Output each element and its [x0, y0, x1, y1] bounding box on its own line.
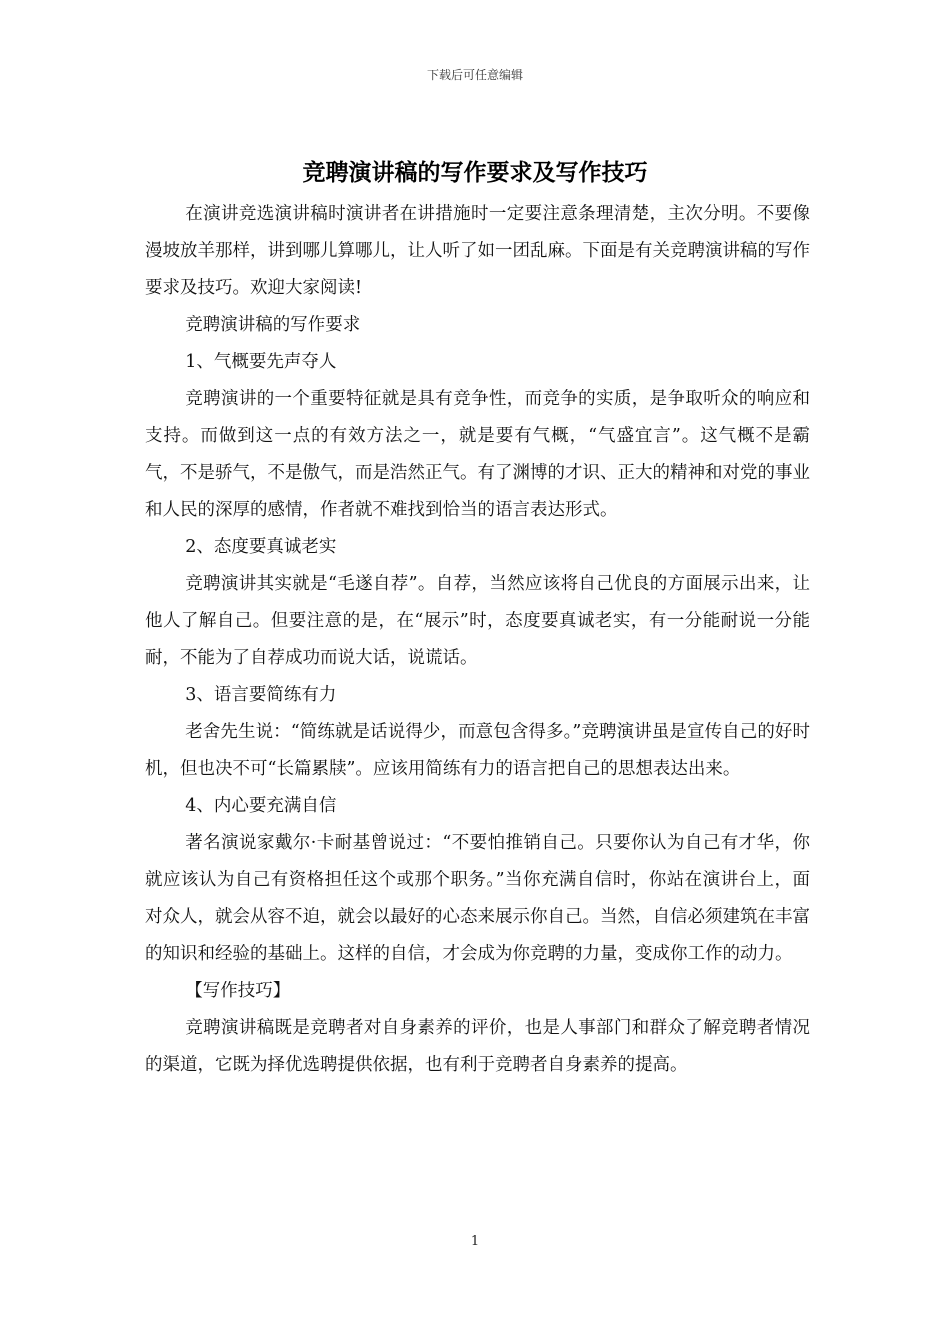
point-heading-3: 3、语言要简练有力: [185, 685, 337, 705]
document-body: [145, 196, 810, 1084]
section-heading-requirements: 竞聘演讲稿的写作要求: [185, 315, 361, 335]
point-paragraph-1: 竞聘演讲的一个重要特征就是具有竞争性，而竞争的实质，是争取听众的响应和支持。而做到这一点的有效方法之一，就是要有气概，“气盛宜言”。这气概不是霸气，不是骄气，不是傲气，而是浩然正气。有了渊博的才识、正大的精神和对党的事业和人民的深厚的感情，作者就不难找到恰当的语言表达形式。: [145, 389, 810, 520]
point-heading-4: 4、内心要充满自信: [185, 796, 337, 816]
point-heading-1: 1、气概要先声夺人: [185, 352, 337, 372]
point-heading-2: 2、态度要真诚老实: [185, 537, 337, 557]
point-paragraph-2: 竞聘演讲其实就是“毛遂自荐”。自荐，当然应该将自己优良的方面展示出来，让他人了解自己。但要注意的是，在“展示”时，态度要真诚老实，有一分能耐说一分能耐，不能为了自荐成功而说大话，说谎话。: [145, 574, 810, 668]
page-number: 1: [470, 1234, 480, 1249]
point-paragraph-3: 老舍先生说：“简练就是话说得少，而意包含得多。”竞聘演讲虽是宣传自己的好时机，但也决不可“长篇累牍”。应该用简练有力的语言把自己的思想表达出来。: [145, 722, 810, 779]
point-paragraph-4: 著名演说家戴尔·卡耐基曾说过：“不要怕推销自己。只要你认为自己有才华，你就应该认为自己有资格担任这个或那个职务。”当你充满自信时，你站在演讲台上，面对众人，就会从容不迫，就会以最好的心态来展示你自己。当然，自信必须建筑在丰富的知识和经验的基础上。这样的自信，才会成为你竞聘的力量，变成你工作的动力。: [145, 833, 810, 964]
intro-paragraph: 在演讲竞选演讲稿时演讲者在讲措施时一定要注意条理清楚，主次分明。不要像漫坡放羊那样，讲到哪儿算哪儿，让人听了如一团乱麻。下面是有关竞聘演讲稿的写作要求及技巧。欢迎大家阅读!: [145, 204, 810, 298]
techniques-paragraph: 竞聘演讲稿既是竞聘者对自身素养的评价，也是人事部门和群众了解竞聘者情况的渠道，它既为择优选聘提供依据，也有利于竞聘者自身素养的提高。: [145, 1018, 810, 1075]
document-title: 竞聘演讲稿的写作要求及写作技巧: [302, 159, 648, 186]
section-heading-techniques: 【写作技巧】: [185, 981, 291, 1001]
page-header-note: 下载后可任意编辑: [426, 68, 523, 82]
